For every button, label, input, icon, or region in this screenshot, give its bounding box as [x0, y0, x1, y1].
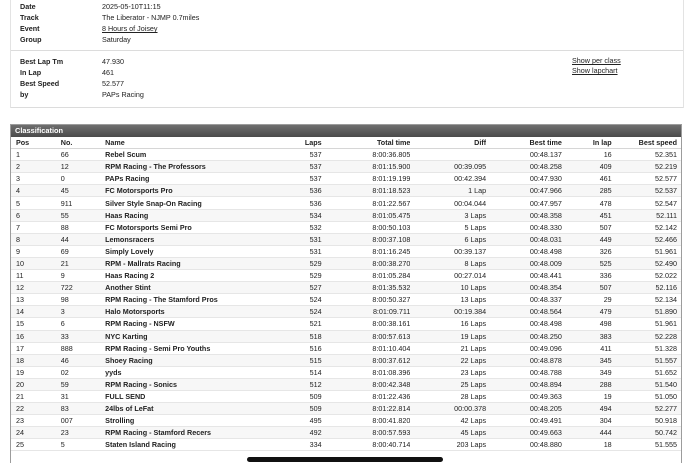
cell-best-time: 00:48.358	[529, 210, 562, 220]
cell-best-time: 00:48.878	[529, 355, 562, 365]
event-details	[11, 0, 683, 47]
cell-in-lap: 285	[599, 186, 612, 196]
cell-diff: 16 Laps	[460, 319, 487, 329]
cell-in-lap: 444	[599, 428, 612, 438]
cell-number: 5	[60, 440, 65, 450]
cell-number: 911	[60, 198, 73, 208]
cell-in-lap: 18	[603, 440, 612, 450]
cell-team-name: Lemonsracers	[105, 234, 155, 244]
cell-total-time: 8:01:22.567	[372, 198, 411, 208]
by-row	[20, 89, 683, 100]
cell-diff: 00:04.044	[454, 198, 487, 208]
cell-diff: 45 Laps	[460, 428, 487, 438]
cell-best-speed: 52.577	[655, 174, 677, 184]
cell-team-name: FC Motorsports Pro	[105, 186, 173, 196]
cell-in-lap: 383	[599, 331, 612, 341]
cell-team-name: RPM Racing - The Stamford Pros	[105, 295, 218, 305]
table-row[interactable]	[11, 149, 681, 161]
cell-pos: 12	[16, 283, 24, 293]
cell-best-speed: 51.328	[655, 343, 677, 353]
cell-in-lap: 326	[599, 246, 612, 256]
date-value: 2025-05-10T11:15	[102, 2, 161, 11]
cell-in-lap: 409	[599, 162, 612, 172]
cell-best-speed: 52.134	[655, 295, 677, 305]
cell-pos: 15	[16, 319, 24, 329]
cell-diff: 00:00.378	[454, 404, 487, 414]
cell-best-time: 00:48.354	[529, 283, 562, 293]
cell-pos: 14	[16, 307, 24, 317]
cell-number: 88	[60, 222, 69, 232]
cell-total-time: 8:00:57.613	[372, 331, 411, 341]
cell-in-lap: 461	[599, 174, 612, 184]
cell-total-time: 8:00:38.161	[372, 319, 411, 329]
cell-number: 0	[60, 174, 65, 184]
in-lap-value: 461	[102, 68, 114, 77]
cell-number: 98	[60, 295, 69, 305]
cell-number: 12	[60, 162, 69, 172]
cell-best-speed: 52.116	[655, 283, 677, 293]
cell-best-speed: 51.555	[655, 440, 677, 450]
cell-team-name: Haas Racing 2	[105, 271, 155, 281]
cell-diff: 8 Laps	[464, 258, 487, 268]
cell-team-name: RPM - Mallrats Racing	[105, 258, 181, 268]
cell-number: 722	[60, 283, 73, 293]
cell-laps: 531	[309, 234, 322, 244]
track-label: Track	[20, 13, 39, 22]
cell-in-lap: 451	[599, 210, 612, 220]
cell-laps: 514	[309, 367, 322, 377]
cell-best-speed: 51.652	[655, 367, 677, 377]
cell-best-speed: 52.490	[655, 258, 677, 268]
cell-pos: 11	[16, 271, 24, 281]
cell-best-speed: 52.022	[655, 271, 677, 281]
cell-number: 888	[60, 343, 73, 353]
cell-best-speed: 52.547	[655, 198, 677, 208]
cell-number: 44	[60, 234, 69, 244]
cell-team-name: Haas Racing	[105, 210, 149, 220]
cell-team-name: Silver Style Snap-On Racing	[105, 198, 202, 208]
cell-total-time: 8:01:09.711	[372, 307, 411, 317]
cell-team-name: NYC Karting	[105, 331, 148, 341]
cell-team-name: RPM Racing - Sonics	[105, 379, 178, 389]
table-row[interactable]	[11, 415, 681, 427]
cell-diff: 6 Laps	[464, 234, 487, 244]
cell-laps: 512	[309, 379, 322, 389]
cell-number: 21	[60, 258, 69, 268]
cell-in-lap: 29	[603, 295, 612, 305]
cell-laps: 515	[309, 355, 322, 365]
cell-diff: 00:39.095	[454, 162, 487, 172]
cell-best-speed: 51.890	[655, 307, 677, 317]
cell-number: 33	[60, 331, 69, 341]
cell-in-lap: 449	[599, 234, 612, 244]
cell-best-time: 00:49.663	[529, 428, 562, 438]
view-links	[572, 56, 621, 76]
table-row[interactable]	[11, 378, 681, 390]
cell-in-lap: 507	[599, 222, 612, 232]
cell-in-lap: 19	[603, 392, 612, 402]
cell-best-time: 00:48.498	[529, 246, 562, 256]
cell-best-time: 00:48.330	[529, 222, 562, 232]
table-row[interactable]	[11, 439, 681, 451]
cell-best-time: 00:48.788	[529, 367, 562, 377]
cell-number: 9	[60, 271, 65, 281]
cell-best-time: 00:48.880	[529, 440, 562, 450]
cell-laps: 509	[309, 392, 322, 402]
table-row[interactable]	[11, 245, 681, 257]
table-row[interactable]	[11, 161, 681, 173]
cell-diff: 25 Laps	[460, 379, 487, 389]
cell-total-time: 8:00:50.103	[372, 222, 411, 232]
table-row[interactable]	[11, 390, 681, 402]
cell-diff: 5 Laps	[464, 222, 487, 232]
cell-in-lap: 507	[599, 283, 612, 293]
cell-in-lap: 304	[599, 416, 612, 426]
cell-laps: 537	[309, 174, 322, 184]
cell-total-time: 8:00:37.108	[372, 234, 411, 244]
column-header-pos[interactable]: Pos	[11, 137, 61, 149]
cell-number: 59	[60, 379, 69, 389]
column-header-laps[interactable]: Laps	[289, 137, 321, 149]
classification-title: Classification	[11, 125, 681, 137]
cell-team-name: Staten Island Racing	[105, 440, 176, 450]
cell-best-time: 00:47.957	[529, 198, 562, 208]
cell-laps: 537	[309, 150, 322, 160]
cell-in-lap: 411	[600, 343, 612, 353]
cell-total-time: 8:00:40.714	[372, 440, 411, 450]
cell-pos: 20	[16, 379, 24, 389]
cell-pos: 22	[16, 404, 24, 414]
column-header-in-lap[interactable]: In lap	[562, 137, 612, 149]
cell-team-name: Simply Lovely	[105, 246, 154, 256]
cell-pos: 9	[16, 246, 20, 256]
in-lap-label: In Lap	[20, 68, 42, 77]
cell-total-time: 8:01:05.284	[372, 271, 411, 281]
cell-number: 69	[60, 246, 69, 256]
cell-diff: 13 Laps	[460, 295, 487, 305]
table-row[interactable]	[11, 209, 681, 221]
cell-best-speed: 52.351	[655, 150, 677, 160]
cell-total-time: 8:00:38.270	[372, 258, 411, 268]
cell-total-time: 8:00:37.612	[372, 355, 411, 365]
classification-rows	[11, 149, 681, 451]
cell-diff: 3 Laps	[464, 210, 487, 220]
cell-team-name: Rebel Scum	[105, 150, 147, 160]
cell-best-speed: 52.228	[655, 331, 677, 341]
event-label: Event	[20, 24, 40, 33]
table-row[interactable]	[11, 257, 681, 269]
show-lapchart-link[interactable]: Show lapchart	[572, 66, 618, 75]
cell-best-speed: 52.277	[655, 404, 677, 414]
cell-best-speed: 52.219	[655, 162, 677, 172]
column-header-best-time[interactable]: Best time	[486, 137, 562, 149]
cell-team-name: Halo Motorsports	[105, 307, 165, 317]
cell-best-time: 00:47.966	[529, 186, 562, 196]
cell-diff: 21 Laps	[460, 343, 487, 353]
cell-best-time: 00:49.491	[529, 416, 562, 426]
cell-diff: 42 Laps	[460, 416, 487, 426]
cell-total-time: 8:01:18.523	[372, 186, 411, 196]
cell-in-lap: 345	[599, 355, 612, 365]
show-per-class-link[interactable]: Show per class	[572, 56, 621, 65]
cell-best-time: 00:48.258	[529, 162, 562, 172]
cell-pos: 17	[16, 343, 24, 353]
cell-best-time: 00:48.441	[529, 271, 562, 281]
cell-total-time: 8:01:19.199	[372, 174, 411, 184]
cell-diff: 28 Laps	[460, 392, 487, 402]
cell-laps: 537	[309, 162, 322, 172]
cell-total-time: 8:01:35.532	[372, 283, 411, 293]
table-row[interactable]	[11, 173, 681, 185]
cell-best-speed: 51.540	[655, 379, 677, 389]
cell-team-name: 24lbs of LeFat	[105, 404, 154, 414]
best-lap-label: Best Lap Tm	[20, 57, 64, 66]
track-row	[20, 12, 683, 23]
cell-best-time: 00:49.096	[529, 343, 562, 353]
cell-team-name: Shoey Racing	[105, 355, 153, 365]
cell-total-time: 8:00:36.805	[372, 150, 411, 160]
cell-number: 83	[60, 404, 69, 414]
event-row	[20, 23, 683, 34]
cell-in-lap: 288	[599, 379, 612, 389]
cell-pos: 25	[16, 440, 24, 450]
cell-best-time: 00:48.205	[529, 404, 562, 414]
column-header-number[interactable]: No.	[61, 137, 105, 149]
cell-laps: 534	[309, 210, 322, 220]
cell-team-name: PAPs Racing	[105, 174, 150, 184]
cell-total-time: 8:00:50.327	[372, 295, 411, 305]
cell-pos: 10	[16, 258, 24, 268]
group-label: Group	[20, 35, 42, 44]
cell-in-lap: 336	[599, 271, 612, 281]
cell-laps: 516	[309, 343, 322, 353]
cell-laps: 536	[309, 186, 322, 196]
cell-team-name: Another Stint	[105, 283, 151, 293]
table-row[interactable]	[11, 221, 681, 233]
cell-best-speed: 51.557	[655, 355, 677, 365]
cell-pos: 7	[16, 222, 20, 232]
table-row[interactable]	[11, 354, 681, 366]
cell-number: 02	[60, 367, 69, 377]
cell-total-time: 8:01:08.396	[372, 367, 411, 377]
cell-team-name: Strolling	[105, 416, 135, 426]
cell-team-name: RPM Racing - Stamford Recers	[105, 428, 211, 438]
column-header-total-time[interactable]: Total time	[322, 137, 411, 149]
table-row[interactable]	[11, 282, 681, 294]
cell-number: 46	[60, 355, 69, 365]
cell-diff: 00:39.137	[454, 246, 487, 256]
cell-best-time: 00:48.009	[529, 258, 562, 268]
cell-best-speed: 50.742	[655, 428, 677, 438]
date-row	[20, 1, 683, 12]
column-header-best-speed[interactable]: Best speed	[612, 137, 681, 149]
cell-diff	[410, 149, 486, 161]
cell-diff: 203 Laps	[456, 440, 487, 450]
cell-pos: 18	[16, 355, 24, 365]
by-label: by	[20, 90, 29, 99]
cell-best-speed: 50.918	[655, 416, 677, 426]
cell-team-name: FULL SEND	[105, 392, 146, 402]
cell-best-speed: 52.111	[656, 210, 677, 220]
cell-pos: 3	[16, 174, 20, 184]
cell-laps: 536	[309, 198, 322, 208]
cell-laps: 509	[309, 404, 322, 414]
cell-total-time: 8:01:05.475	[372, 210, 411, 220]
by-value: PAPs Racing	[102, 90, 144, 99]
cell-pos: 5	[16, 198, 20, 208]
table-row[interactable]	[11, 330, 681, 342]
cell-laps: 524	[309, 307, 322, 317]
event-info-panel	[10, 0, 684, 108]
cell-number: 6	[60, 319, 65, 329]
cell-total-time: 8:01:22.814	[372, 404, 411, 414]
cell-pos: 8	[16, 234, 20, 244]
cell-laps: 518	[309, 331, 322, 341]
cell-best-time: 00:47.930	[529, 174, 562, 184]
cell-in-lap: 478	[599, 198, 612, 208]
table-row[interactable]	[11, 342, 681, 354]
cell-team-name: RPM Racing - NSFW	[105, 319, 175, 329]
table-row[interactable]	[11, 185, 681, 197]
cell-best-time: 00:48.564	[529, 307, 562, 317]
cell-number: 45	[60, 186, 69, 196]
table-row[interactable]	[11, 294, 681, 306]
column-header-diff[interactable]: Diff	[410, 137, 486, 149]
cell-pos: 16	[16, 331, 24, 341]
cell-laps: 531	[309, 246, 322, 256]
cell-best-speed: 52.466	[655, 234, 677, 244]
cell-team-name: yyds	[105, 367, 122, 377]
table-row[interactable]	[11, 366, 681, 378]
best-lap-details	[11, 51, 683, 107]
cell-best-time: 00:48.250	[529, 331, 562, 341]
cell-number: 23	[60, 428, 69, 438]
cell-laps: 529	[309, 271, 322, 281]
classification-table	[11, 137, 681, 451]
cell-in-lap: 494	[599, 404, 612, 414]
cell-total-time: 8:01:15.900	[372, 162, 411, 172]
cell-pos: 2	[16, 162, 20, 172]
best-speed-value: 52.577	[102, 79, 124, 88]
cell-laps: 532	[309, 222, 322, 232]
cell-best-speed: 51.961	[655, 319, 677, 329]
best-speed-row	[20, 78, 683, 89]
cell-pos: 21	[16, 392, 24, 402]
cell-in-lap: 349	[599, 367, 612, 377]
table-row[interactable]	[11, 233, 681, 245]
cell-total-time: 8:00:41.820	[372, 416, 411, 426]
cell-laps: 492	[309, 428, 322, 438]
table-header-row	[11, 137, 681, 149]
cell-diff: 23 Laps	[460, 367, 487, 377]
cell-laps: 524	[309, 295, 322, 305]
cell-team-name: RPM Racing - The Professors	[105, 162, 206, 172]
cell-number: 66	[60, 150, 69, 160]
cell-pos: 23	[16, 416, 24, 426]
cell-diff: 1 Lap	[468, 186, 487, 196]
table-row[interactable]	[11, 270, 681, 282]
cell-pos: 24	[16, 428, 24, 438]
cell-best-time: 00:49.363	[529, 392, 562, 402]
cell-best-speed: 52.142	[655, 222, 677, 232]
cell-number: 55	[60, 210, 69, 220]
divider	[11, 107, 683, 108]
cell-best-time: 00:48.894	[529, 379, 562, 389]
cell-best-time: 00:48.498	[529, 319, 562, 329]
cell-total-time: 8:00:42.348	[372, 379, 411, 389]
cell-best-speed: 51.961	[655, 246, 677, 256]
event-link[interactable]: 8 Hours of Joisey	[102, 24, 158, 33]
cell-laps: 529	[309, 258, 322, 268]
cell-diff: 10 Laps	[460, 283, 487, 293]
track-value: The Liberator - NJMP 0.7miles	[102, 13, 200, 22]
table-row[interactable]	[11, 197, 681, 209]
cell-diff: 00:42.394	[454, 174, 487, 184]
home-indicator-bar[interactable]	[247, 457, 443, 462]
cell-total-time: 8:01:16.245	[372, 246, 411, 256]
table-row[interactable]	[11, 427, 681, 439]
cell-team-name: FC Motorsports Semi Pro	[105, 222, 192, 232]
table-row[interactable]	[11, 318, 681, 330]
best-lap-value: 47.930	[102, 57, 124, 66]
cell-laps: 334	[309, 440, 322, 450]
column-header-name[interactable]: Name	[105, 137, 289, 149]
cell-total-time: 8:00:57.593	[372, 428, 411, 438]
cell-diff: 00:27.014	[454, 271, 487, 281]
group-row	[20, 34, 683, 45]
cell-best-time: 00:48.137	[529, 150, 562, 160]
cell-in-lap: 525	[599, 258, 612, 268]
cell-number: 31	[60, 392, 69, 402]
cell-laps: 527	[309, 283, 322, 293]
cell-diff: 19 Laps	[460, 331, 487, 341]
classification-panel	[10, 124, 682, 463]
best-speed-label: Best Speed	[20, 79, 60, 88]
cell-number: 007	[60, 416, 73, 426]
date-label: Date	[20, 2, 36, 11]
cell-laps: 495	[309, 416, 322, 426]
cell-in-lap: 479	[599, 307, 612, 317]
cell-best-time: 00:48.031	[529, 234, 562, 244]
cell-pos: 13	[16, 295, 24, 305]
cell-in-lap: 16	[603, 150, 612, 160]
cell-best-time: 00:48.337	[529, 295, 562, 305]
cell-number: 3	[60, 307, 65, 317]
cell-total-time: 8:01:10.404	[372, 343, 411, 353]
table-row[interactable]	[11, 403, 681, 415]
cell-pos: 4	[16, 186, 20, 196]
cell-in-lap: 498	[599, 319, 612, 329]
cell-pos: 19	[16, 367, 24, 377]
cell-laps: 521	[309, 319, 322, 329]
cell-diff: 22 Laps	[460, 355, 487, 365]
table-row[interactable]	[11, 306, 681, 318]
cell-best-speed: 51.050	[655, 392, 677, 402]
cell-pos: 1	[16, 150, 20, 160]
cell-best-speed: 52.537	[655, 186, 677, 196]
cell-total-time: 8:01:22.436	[372, 392, 411, 402]
cell-pos: 6	[16, 210, 20, 220]
cell-team-name: RPM Racing - Semi Pro Youths	[105, 343, 211, 353]
group-value: Saturday	[102, 35, 131, 44]
cell-diff: 00:19.384	[454, 307, 487, 317]
